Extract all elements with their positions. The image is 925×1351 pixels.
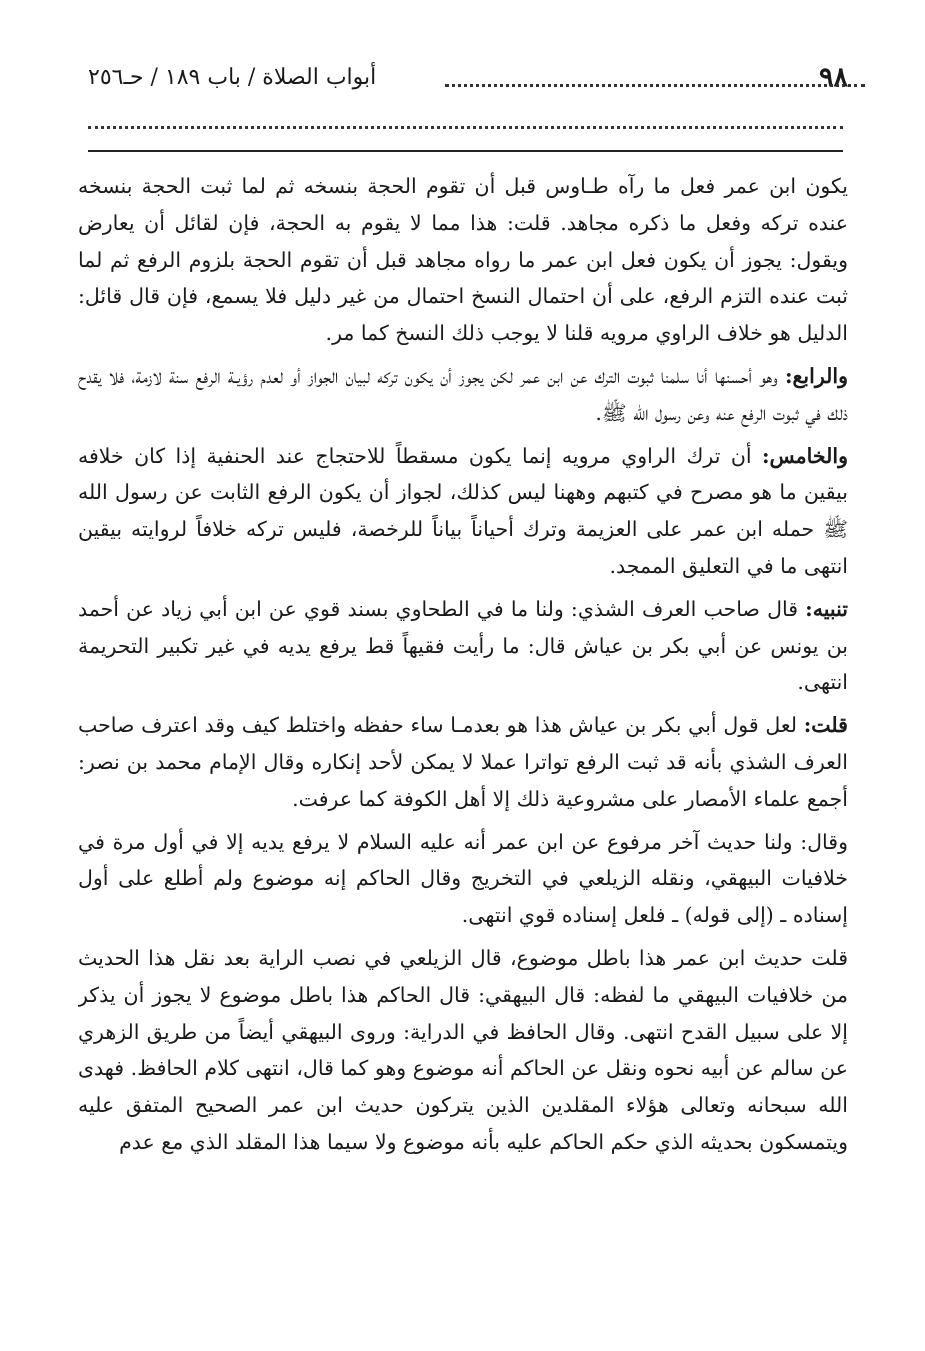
running-title: أبواب الصلاة / باب ١٨٩ / حـ٢٥٦: [88, 65, 377, 90]
paragraph-lead: قلت:: [803, 713, 848, 738]
paragraph-text: وقال: ولنا حديث آخر مرفوع عن ابن عمر أنه عليه السلام لا يرفع يديه إلا في أول مرة في خلافيات البيهقي، ونقله الزيلعي في التخريج وقال الحاكم إنه موضوع ولم أطلع على أول إسناده ـ (إلى قوله) ـ فلعل إسناده قوي انتهى.: [78, 829, 848, 928]
paragraph-4: [78, 591, 848, 701]
page-number: ٩٨: [818, 62, 848, 93]
paragraph-text: قلت حديث ابن عمر هذا باطل موضوع، قال الزيلعي في نصب الراية بعد نقل هذا الحديث من خلافيات البيهقي ما لفظه: قال البيهقي: قال الحاكم هذا باطل موضوع لا يجوز أن يذكر إلا على سبيل القدح انتهى. وقال الحافظ في الدراية: وروى البيهقي أيضاً من طريق الزهري عن سالم عن أبيه نحوه ونقل عن الحاكم أنه موضوع وهو كما قال، انتهى كلام الحافظ. فهدى الله سبحانه وتعالى هؤلاء المقلدين الذين يتركون حديث ابن عمر الصحيح المتفق عليه ويتمسكون بحديثه الذي حكم الحاكم عليه بأنه موضوع ولا سيما هذا المقلد الذي مع عدم: [78, 945, 848, 1154]
header-dotted-leader: [445, 64, 865, 87]
paragraph-3: [78, 438, 848, 585]
main-text: [78, 168, 848, 1298]
paragraph-6: [78, 824, 848, 934]
paragraph-2: [78, 358, 848, 432]
paragraph-text: يكون ابن عمر فعل ما رآه طـاوس قبل أن تقوم الحجة بنسخه ثم لما ثبت الحجة بنسخه عنده تركه وفعل ما ذكره مجاهد. قلت: هذا مما لا يقوم به الحجة، فإن لقائل أن يعارض ويقول: يجوز أن يكون فعل ابن عمر ما رواه مجاهد قبل أن تقوم الحجة بلزوم الرفع ثم لما ثبت عنده التزم الرفع، على أن احتمال النسخ احتمال من غير دليل فلا يسمع، فإن قال قائل: الدليل هو خلاف الراوي مرويه قلنا لا يوجب ذلك النسخ كما مر.: [78, 174, 848, 346]
paragraph-5: [78, 707, 848, 817]
paragraph-text: أن ترك الراوي مرويه إنما يكون مسقطاً للاحتجاج عند الحنفية إذا كان خلافه بيقين ما هو مصرح في كتبهم وههنا ليس كذلك، لجواز أن يكون الرفع الثابت عن رسول الله ﷺ حمله ابن عمر على العزيمة وترك أحياناً بياناً للرخصة، فليس تركه خلافاً لروايته بيقين انتهى ما في التعليق الممجد.: [78, 443, 848, 578]
paragraph-7: [78, 940, 848, 1161]
paragraph-lead: والخامس:: [761, 443, 848, 468]
paragraph-text: لعل قول أبي بكر بن عياش هذا هو بعدمـا ساء حفظه واختلط كيف وقد اعترف صاحب العرف الشذي بأنه قد ثبت الرفع تواترا عملا لا يمكن لأحد إنكاره وقال الإمام محمد بن نصر: أجمع علماء الأمصار على مشروعية ذلك إلا أهل الكوفة كما عرفت.: [78, 713, 848, 811]
paragraph-lead: والرابع:: [784, 363, 848, 388]
paragraph-text: قال صاحب العرف الشذي: ولنا ما في الطحاوي بسند قوي عن ابن أبي زياد عن أحمد بن يونس عن أبي بكر بن عياش قال: ما رأيت فقيهاً قط يرفع يديه في غير تكبير التحريمة انتهى.: [78, 596, 848, 695]
paragraph-lead: تنبيه:: [805, 596, 848, 621]
header-rule: [88, 150, 843, 152]
dotted-divider: [88, 114, 843, 129]
paragraph-text: وهو أحسنها أنا سلمنا ثبوت الترك عن ابن عمر لكن يجوز أن يكون تركه لبيان الجواز أو لعدم رؤيـة الرفع سنة لازمة، فلا يقدح ذلك في ثبوت الرفع عنه وعن رسول الله ﷺ.: [78, 363, 848, 425]
paragraph-1: [78, 168, 848, 352]
